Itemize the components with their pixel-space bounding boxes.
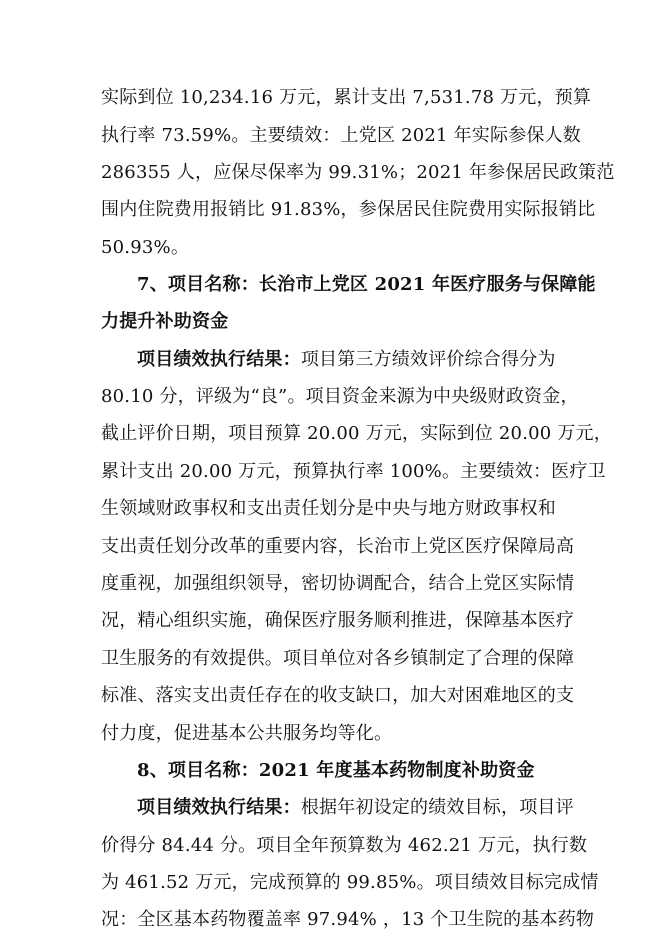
result-label: 项目绩效执行结果： bbox=[137, 349, 301, 370]
paragraph-line: 付力度，促进基本公共服务均等化。 bbox=[101, 723, 393, 744]
paragraph-line: 80.10 分，评级为“良”。项目资金来源为中央级财政资金， bbox=[101, 386, 579, 407]
paragraph-line: 支出责任划分改革的重要内容，长治市上党区医疗保障局高 bbox=[101, 536, 575, 557]
paragraph-line: 累计支出 20.00 万元，预算执行率 100%。主要绩效：医疗卫 bbox=[101, 461, 606, 482]
paragraph-first-line bbox=[137, 348, 599, 372]
paragraph-line: 度重视，加强组织领导，密切协调配合，结合上党区实际情 bbox=[101, 573, 575, 594]
paragraph-first-line bbox=[137, 796, 599, 820]
section-heading-7-cont: 力提升补助资金 bbox=[101, 311, 229, 332]
paragraph-line: 286355 人，应保尽保率为 99.31%；2021 年参保居民政策范 bbox=[101, 162, 615, 183]
paragraph-line: 标准、落实支出责任存在的收支缺口，加大对困难地区的支 bbox=[101, 685, 575, 706]
paragraph-line: 价得分 84.44 分。项目全年预算数为 462.21 万元，执行数 bbox=[101, 835, 588, 856]
section-heading-7: 7、项目名称：长治市上党区 2021 年医疗服务与保障能 bbox=[137, 274, 596, 295]
paragraph-text: 根据年初设定的绩效目标，项目评 bbox=[300, 797, 574, 818]
paragraph-line: 为 461.52 万元，完成预算的 99.85%。项目绩效目标完成情 bbox=[101, 872, 599, 893]
paragraph-text: 项目第三方绩效评价综合得分为 bbox=[300, 349, 556, 370]
paragraph-line: 况，精心组织实施，确保医疗服务顺利推进，保障基本医疗 bbox=[101, 610, 575, 631]
result-label: 项目绩效执行结果： bbox=[137, 797, 301, 818]
paragraph-line: 生领域财政事权和支出责任划分是中央与地方财政事权和 bbox=[101, 498, 556, 519]
section-heading-8: 8、项目名称：2021 年度基本药物制度补助资金 bbox=[137, 760, 535, 781]
paragraph-line: 实际到位 10,234.16 万元，累计支出 7,531.78 万元，预算 bbox=[101, 87, 592, 108]
paragraph-line: 围内住院费用报销比 91.83%，参保居民住院费用实际报销比 bbox=[101, 199, 596, 220]
paragraph-line: 截止评价日期，项目预算 20.00 万元，实际到位 20.00 万元， bbox=[101, 423, 612, 444]
paragraph-line: 50.93%。 bbox=[101, 237, 190, 258]
paragraph-line: 况：全区基本药物覆盖率 97.94% ，13 个卫生院的基本药物 bbox=[101, 909, 595, 930]
paragraph-line: 卫生服务的有效提供。项目单位对各乡镇制定了合理的保障 bbox=[101, 648, 575, 669]
paragraph-line: 执行率 73.59%。主要绩效：上党区 2021 年实际参保人数 bbox=[101, 125, 582, 146]
